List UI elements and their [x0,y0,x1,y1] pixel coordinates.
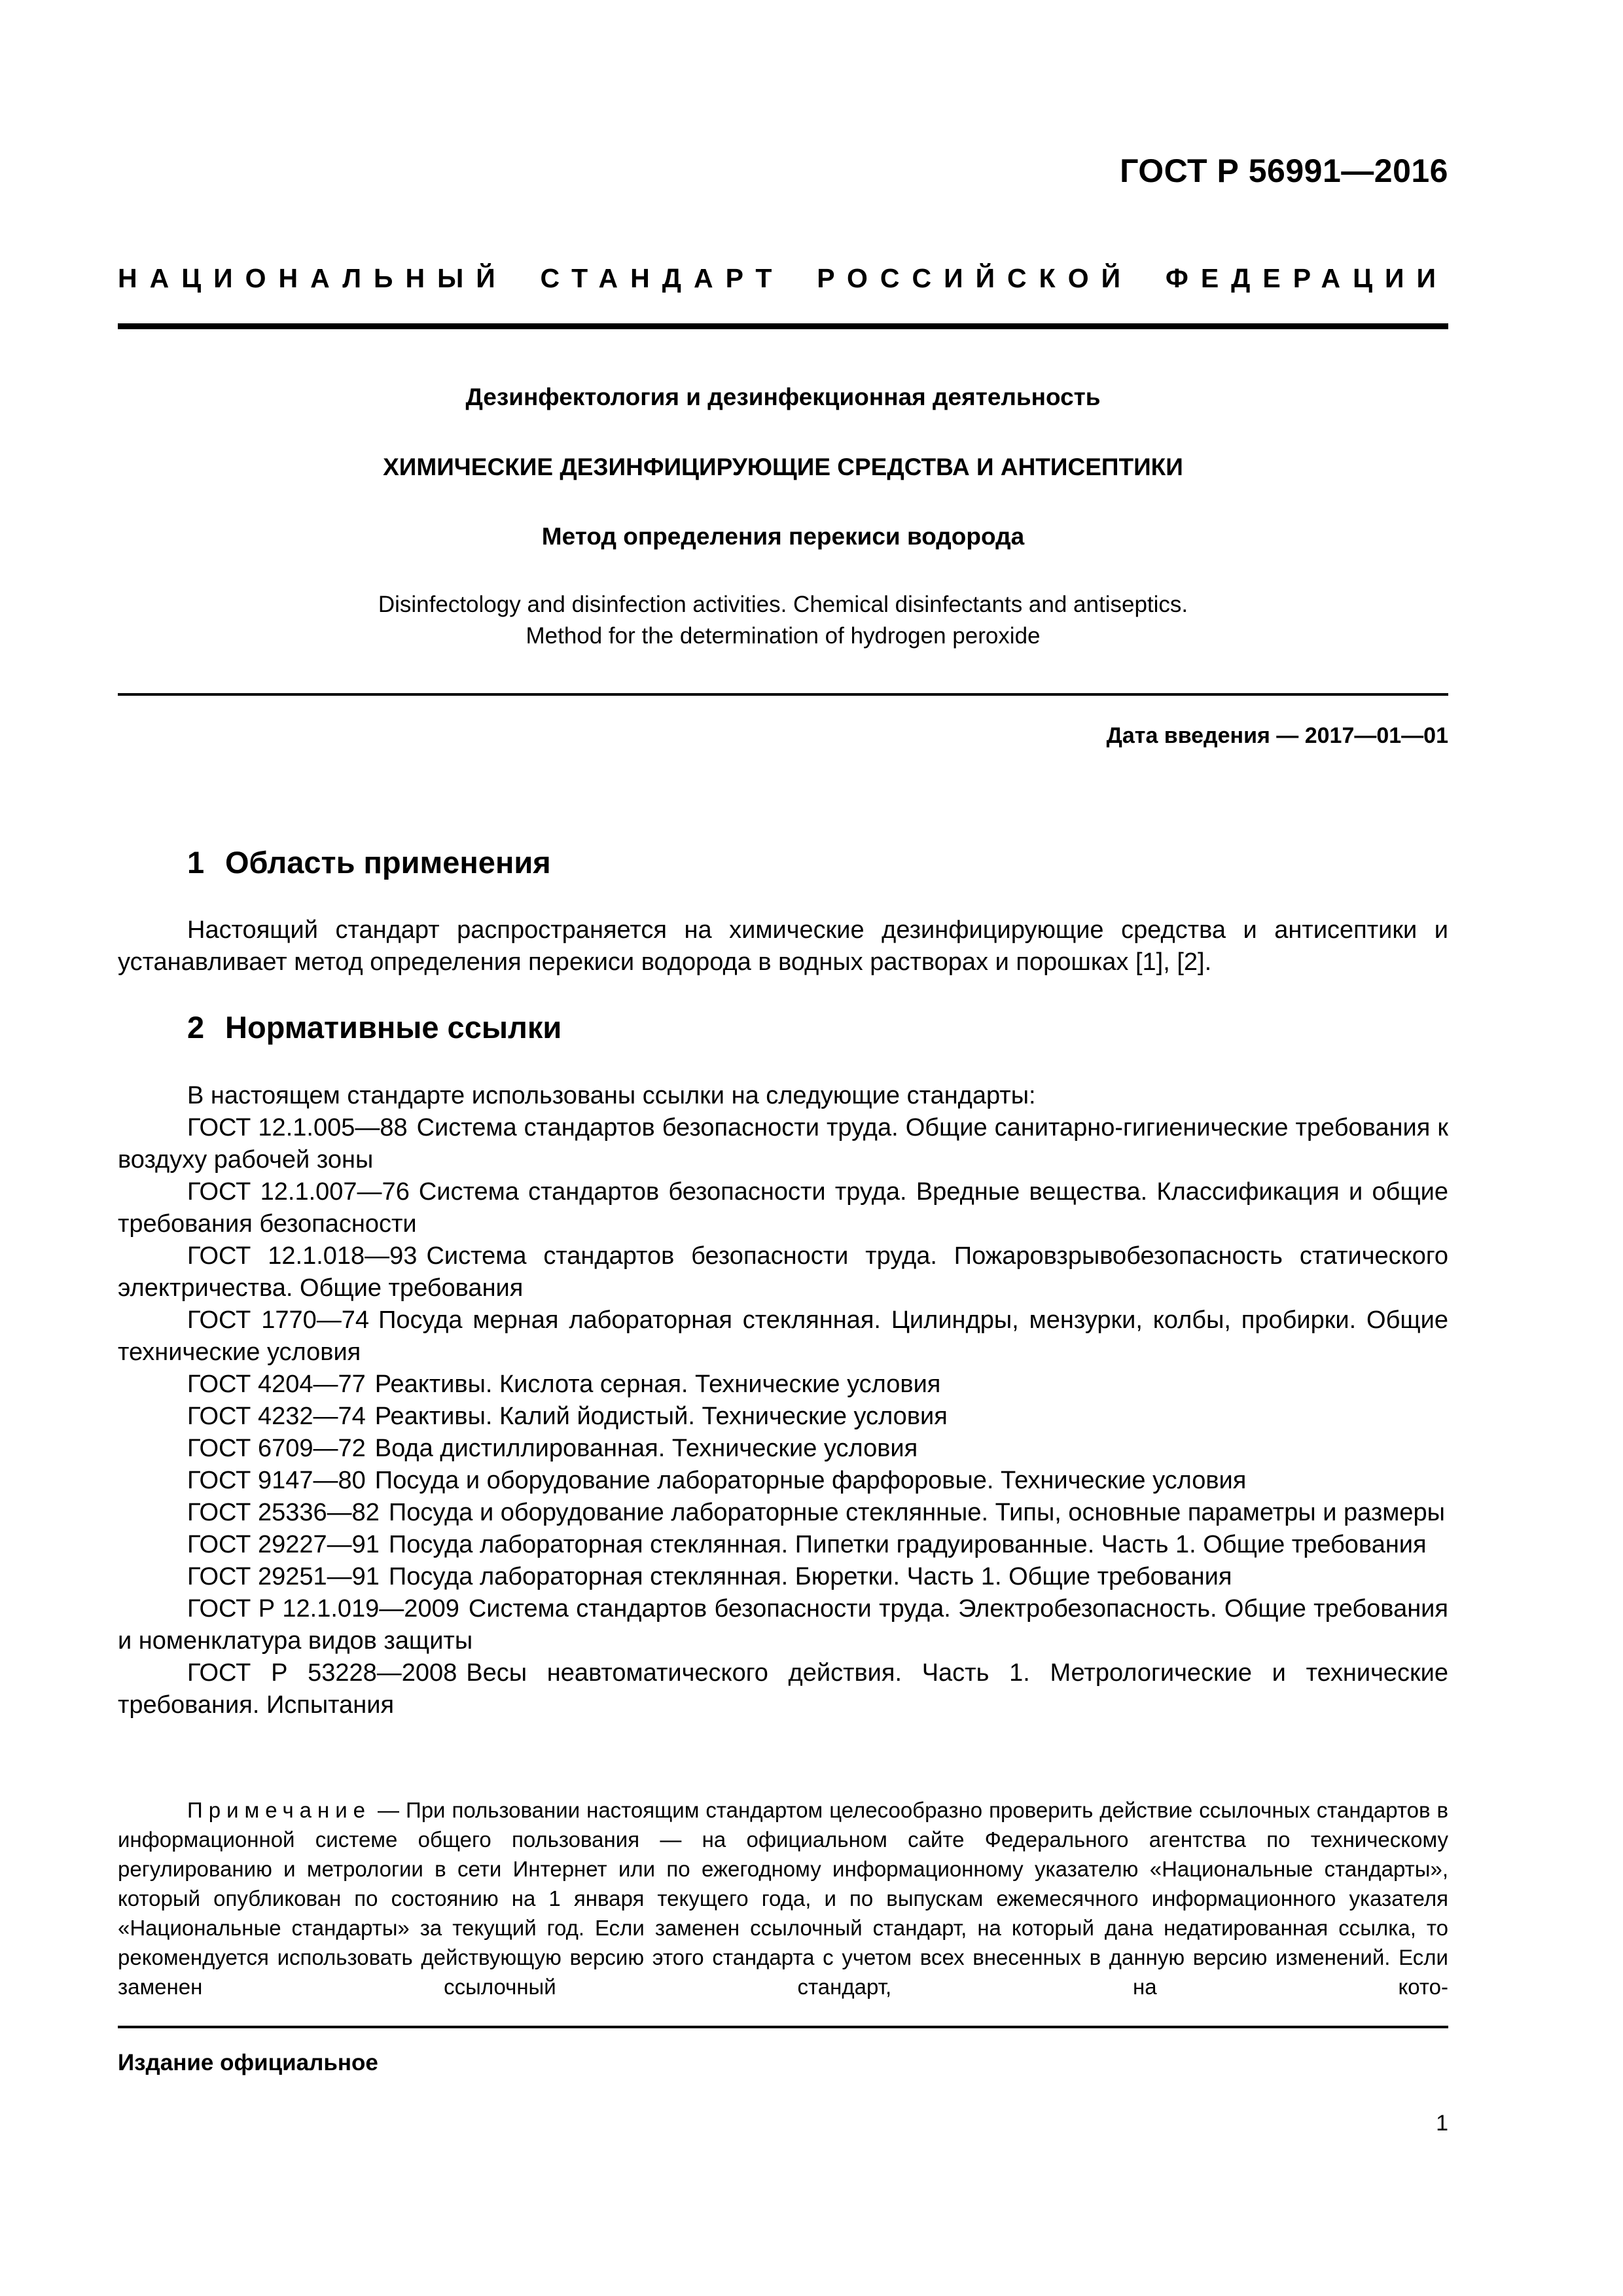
section-1-heading [187,844,551,880]
note-label: Примечание [187,1798,372,1822]
reference-code: ГОСТ 25336—82 [187,1499,380,1526]
reference-title: Реактивы. Кислота серная. Технические условия [374,1371,941,1398]
references-lead: В настоящем стандарте использованы ссылки на следующие стандарты: [187,1082,1036,1109]
banner-word: ФЕДЕРАЦИИ [1165,263,1448,293]
reference-title: Система стандартов безопасности труда. Общие санитарно-гигиенические требования к воздуху рабочей зоны [118,1114,1448,1174]
section-title: Нормативные ссылки [225,1010,562,1045]
reference-code: ГОСТ 12.1.018—93 [187,1242,418,1270]
reference-entry [118,1240,1448,1304]
section-number: 1 [187,845,205,880]
reference-entry [118,1112,1448,1176]
reference-title: Система стандартов безопасности труда. Пожаровзрывобезопасность статического электричества. Общие требования [118,1242,1448,1302]
reference-title: Система стандартов безопасности труда. Электробезопасность. Общие требования и номенклатура видов защиты [118,1595,1448,1655]
reference-title: Система стандартов безопасности труда. Вредные вещества. Классификация и общие требования безопасности [118,1178,1449,1238]
banner-word: НАЦИОНАЛЬНЫЙ [118,263,508,293]
reference-title: Вода дистиллированная. Технические условия [374,1435,918,1462]
reference-title: Посуда лабораторная стеклянная. Бюретки. Часть 1. Общие требования [388,1563,1232,1590]
title-divider [118,693,1448,696]
reference-code: ГОСТ 1770—74 [187,1306,370,1334]
reference-code: ГОСТ 12.1.007—76 [187,1178,410,1206]
title-method: Метод определения перекиси водорода [541,523,1025,550]
reference-title: Посуда мерная лабораторная стеклянная. Цилиндры, мензурки, колбы, пробирки. Общие технические условия [118,1306,1448,1366]
reference-title: Посуда лабораторная стеклянная. Пипетки градуированные. Часть 1. Общие требования [388,1531,1427,1558]
page-number: 1 [1436,2111,1448,2136]
references-note [118,1795,1448,2001]
note-paragraph [118,1795,1448,2001]
introduction-date: Дата введения — 2017—01—01 [1106,723,1448,748]
reference-code: ГОСТ 12.1.005—88 [187,1114,408,1141]
reference-code: ГОСТ Р 53228—2008 [187,1659,457,1687]
section-2-heading [187,1009,562,1045]
reference-code: ГОСТ 4232—74 [187,1403,366,1430]
header-divider [118,323,1448,329]
reference-entry [118,1593,1448,1657]
english-title-line: Disinfectology and disinfection activities. Chemical disinfectants and antiseptics. [378,592,1188,617]
english-title [118,589,1448,652]
banner-word: РОССИЙСКОЙ [817,263,1133,293]
title-field: Дезинфектология и дезинфекционная деятельность [465,384,1101,410]
reference-entry [118,1561,1448,1593]
edition-label: Издание официальное [118,2050,378,2075]
reference-code: ГОСТ 9147—80 [187,1467,366,1494]
reference-title: Реактивы. Калий йодистый. Технические условия [374,1403,948,1430]
reference-code: ГОСТ 29227—91 [187,1531,380,1558]
national-standard-banner [118,263,1448,294]
reference-entry [118,1657,1448,1721]
reference-entry [118,1497,1448,1529]
section-title: Область применения [225,845,551,880]
reference-entry [118,1465,1448,1497]
reference-entry [118,1401,1448,1433]
reference-code: ГОСТ Р 12.1.019—2009 [187,1595,459,1623]
reference-code: ГОСТ 29251—91 [187,1563,380,1590]
document-number: ГОСТ Р 56991—2016 [1120,152,1448,189]
reference-code: ГОСТ 6709—72 [187,1435,366,1462]
section-number: 2 [187,1010,205,1045]
reference-code: ГОСТ 4204—77 [187,1371,366,1398]
note-text: — При пользовании настоящим стандартом целесообразно проверить действие ссылочных стандартов в информационной системе общего пользования — на официальном сайте Федерального агентства по техническому регулированию и метрологии в сети Интернет или по ежегодному информационному указателю «Национальные стандарты», который опубликован по состоянию на 1 января текущего года, и по выпускам ежемесячного информационного указателя «Национальные стандарты» за текущий год. Если заменен ссылочный стандарт, на который дана недатированная ссылка, то рекомендуется использовать действующую версию этого стандарта с учетом всех внесенных в данную версию изменений. Если заменен ссылочный стандарт, на кото- [118,1798,1448,1999]
reference-entry [118,1529,1448,1561]
reference-entry [118,1433,1448,1465]
reference-title: Посуда и оборудование лабораторные фарфоровые. Технические условия [374,1467,1247,1494]
footer-divider [118,2026,1448,2028]
title-main: ХИМИЧЕСКИЕ ДЕЗИНФИЦИРУЮЩИЕ СРЕДСТВА И АНТИСЕПТИКИ [383,454,1183,480]
english-title-line: Method for the determination of hydrogen peroxide [526,623,1041,649]
reference-title: Весы неавтоматического действия. Часть 1. Метрологические и технические требования. Испытания [118,1659,1448,1719]
reference-entry [118,1176,1448,1240]
reference-entry [118,1369,1448,1401]
scope-paragraph: Настоящий стандарт распространяется на химические дезинфицирующие средства и антисептики и устанавливает метод определения перекиси водорода в водных растворах и порошках [1], [2]. [118,916,1448,976]
section-1-body [118,914,1448,978]
references-list [118,1080,1448,1721]
banner-word: СТАНДАРТ [540,263,785,293]
reference-entry [118,1304,1448,1369]
reference-title: Посуда и оборудование лабораторные стеклянные. Типы, основные параметры и размеры [388,1499,1445,1526]
